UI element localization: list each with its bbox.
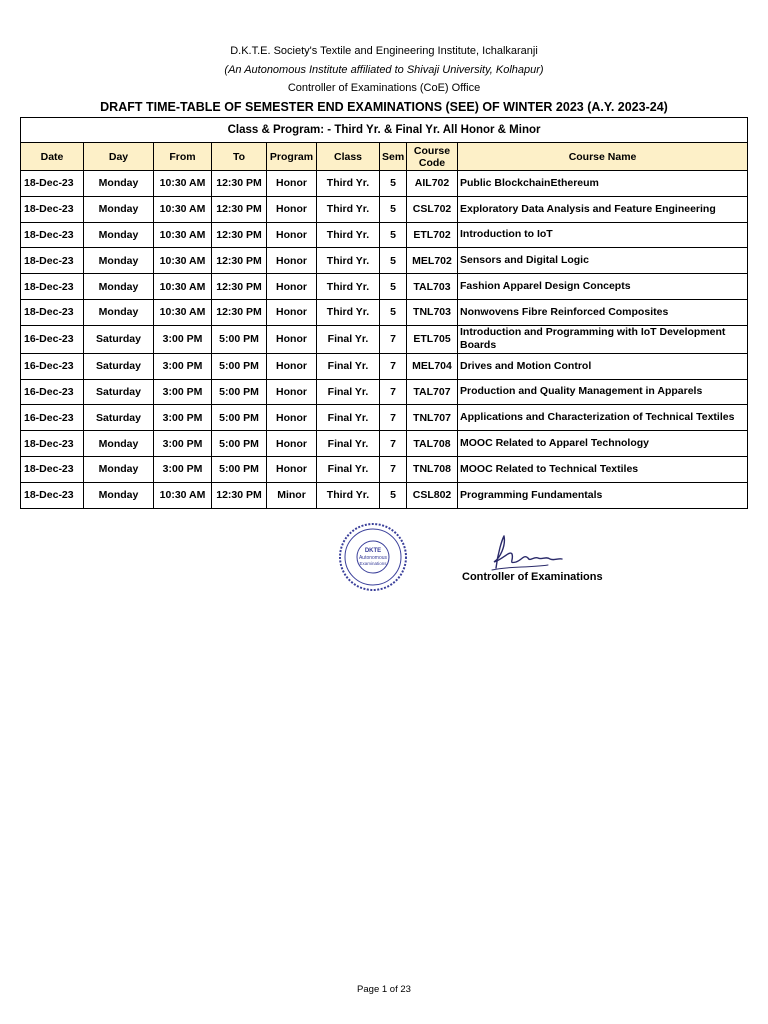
table-cell: 5:00 PM: [212, 325, 267, 353]
table-cell: 16-Dec-23: [21, 325, 84, 353]
table-cell: Introduction and Programming with IoT Development Boards: [458, 325, 748, 353]
table-row: [21, 379, 748, 405]
table-cell: Honor: [267, 248, 317, 274]
table-cell: Programming Fundamentals: [458, 482, 748, 508]
table-row: [21, 171, 748, 197]
table-row: [21, 353, 748, 379]
table-cell: 3:00 PM: [154, 456, 212, 482]
class-program-banner: Class & Program: - Third Yr. & Final Yr. All Honor & Minor: [21, 118, 748, 143]
table-cell: Third Yr.: [317, 299, 380, 325]
table-row: [21, 299, 748, 325]
table-cell: 18-Dec-23: [21, 456, 84, 482]
table-cell: 10:30 AM: [154, 196, 212, 222]
table-cell: Final Yr.: [317, 353, 380, 379]
table-cell: 5: [380, 171, 407, 197]
table-cell: Monday: [84, 196, 154, 222]
table-cell: 18-Dec-23: [21, 171, 84, 197]
table-cell: 7: [380, 353, 407, 379]
table-cell: Monday: [84, 274, 154, 300]
column-header: To: [212, 143, 267, 171]
table-row: [21, 431, 748, 457]
table-cell: 10:30 AM: [154, 482, 212, 508]
column-header: Date: [21, 143, 84, 171]
table-cell: Saturday: [84, 379, 154, 405]
table-row: [21, 405, 748, 431]
table-cell: 5: [380, 274, 407, 300]
table-cell: Minor: [267, 482, 317, 508]
table-cell: Nonwovens Fibre Reinforced Composites: [458, 299, 748, 325]
table-cell: 3:00 PM: [154, 325, 212, 353]
table-cell: Saturday: [84, 405, 154, 431]
table-cell: 12:30 PM: [212, 299, 267, 325]
institute-name: D.K.T.E. Society's Textile and Engineering Institute, Ichalkaranji: [230, 45, 538, 57]
table-cell: 12:30 PM: [212, 171, 267, 197]
table-cell: ETL705: [407, 325, 458, 353]
table-cell: 3:00 PM: [154, 379, 212, 405]
table-cell: Monday: [84, 482, 154, 508]
table-cell: MEL704: [407, 353, 458, 379]
table-cell: Honor: [267, 325, 317, 353]
table-cell: 18-Dec-23: [21, 274, 84, 300]
table-row: [21, 325, 748, 353]
table-cell: Exploratory Data Analysis and Feature Engineering: [458, 196, 748, 222]
table-cell: 18-Dec-23: [21, 482, 84, 508]
table-cell: 16-Dec-23: [21, 379, 84, 405]
table-cell: 12:30 PM: [212, 274, 267, 300]
table-cell: Third Yr.: [317, 274, 380, 300]
table-cell: 5:00 PM: [212, 379, 267, 405]
table-cell: AIL702: [407, 171, 458, 197]
table-cell: Honor: [267, 222, 317, 248]
affiliation-line: (An Autonomous Institute affiliated to Shivaji University, Kolhapur): [224, 64, 544, 76]
table-cell: TAL707: [407, 379, 458, 405]
table-row: [21, 456, 748, 482]
table-cell: Honor: [267, 171, 317, 197]
table-cell: MEL702: [407, 248, 458, 274]
table-cell: 7: [380, 379, 407, 405]
table-cell: 10:30 AM: [154, 274, 212, 300]
table-cell: 18-Dec-23: [21, 299, 84, 325]
table-cell: 12:30 PM: [212, 248, 267, 274]
table-cell: 7: [380, 431, 407, 457]
table-cell: 18-Dec-23: [21, 431, 84, 457]
column-header: Class: [317, 143, 380, 171]
table-cell: 7: [380, 405, 407, 431]
table-cell: 10:30 AM: [154, 299, 212, 325]
table-cell: Production and Quality Management in Apparels: [458, 379, 748, 405]
table-cell: Final Yr.: [317, 325, 380, 353]
table-cell: Honor: [267, 456, 317, 482]
table-cell: TAL708: [407, 431, 458, 457]
column-header: Course Code: [407, 143, 458, 171]
table-cell: CSL802: [407, 482, 458, 508]
table-cell: Introduction to IoT: [458, 222, 748, 248]
table-row: [21, 274, 748, 300]
page-number: Page 1 of 23: [357, 984, 411, 995]
table-cell: 5: [380, 196, 407, 222]
table-cell: ETL702: [407, 222, 458, 248]
table-cell: 5:00 PM: [212, 456, 267, 482]
table-cell: Third Yr.: [317, 482, 380, 508]
table-cell: 16-Dec-23: [21, 353, 84, 379]
table-cell: 10:30 AM: [154, 248, 212, 274]
table-cell: TNL708: [407, 456, 458, 482]
table-cell: 12:30 PM: [212, 196, 267, 222]
table-cell: 3:00 PM: [154, 405, 212, 431]
table-cell: Monday: [84, 222, 154, 248]
table-cell: Monday: [84, 248, 154, 274]
table-cell: Monday: [84, 456, 154, 482]
table-cell: 16-Dec-23: [21, 405, 84, 431]
table-cell: Honor: [267, 379, 317, 405]
table-cell: 18-Dec-23: [21, 196, 84, 222]
table-cell: 3:00 PM: [154, 353, 212, 379]
office-line: Controller of Examinations (CoE) Office: [287, 82, 481, 94]
table-cell: Third Yr.: [317, 171, 380, 197]
table-row: [21, 248, 748, 274]
table-cell: Honor: [267, 196, 317, 222]
column-header: From: [154, 143, 212, 171]
table-cell: Third Yr.: [317, 222, 380, 248]
column-header: Day: [84, 143, 154, 171]
table-cell: TNL703: [407, 299, 458, 325]
table-cell: 5:00 PM: [212, 405, 267, 431]
table-cell: 5:00 PM: [212, 431, 267, 457]
table-row: [21, 222, 748, 248]
table-cell: 5: [380, 248, 407, 274]
table-cell: 5:00 PM: [212, 353, 267, 379]
column-header: Sem: [380, 143, 407, 171]
table-cell: Honor: [267, 274, 317, 300]
table-cell: 10:30 AM: [154, 222, 212, 248]
table-cell: Monday: [84, 299, 154, 325]
column-header: Course Name: [458, 143, 748, 171]
table-cell: Public BlockchainEthereum: [458, 171, 748, 197]
table-cell: Fashion Apparel Design Concepts: [458, 274, 748, 300]
table-cell: Honor: [267, 353, 317, 379]
table-cell: Saturday: [84, 353, 154, 379]
table-cell: 7: [380, 456, 407, 482]
table-cell: MOOC Related to Apparel Technology: [458, 431, 748, 457]
table-cell: Drives and Motion Control: [458, 353, 748, 379]
table-cell: Honor: [267, 431, 317, 457]
table-cell: TAL703: [407, 274, 458, 300]
table-row: [21, 196, 748, 222]
table-cell: 12:30 PM: [212, 482, 267, 508]
table-cell: Final Yr.: [317, 456, 380, 482]
table-cell: Honor: [267, 299, 317, 325]
table-cell: TNL707: [407, 405, 458, 431]
table-cell: Monday: [84, 431, 154, 457]
table-cell: Third Yr.: [317, 196, 380, 222]
table-cell: 3:00 PM: [154, 431, 212, 457]
table-cell: Saturday: [84, 325, 154, 353]
table-cell: Honor: [267, 405, 317, 431]
table-cell: 5: [380, 482, 407, 508]
column-header: Program: [267, 143, 317, 171]
table-cell: 5: [380, 222, 407, 248]
table-cell: 7: [380, 325, 407, 353]
table-cell: Applications and Characterization of Technical Textiles: [458, 405, 748, 431]
table-cell: Monday: [84, 171, 154, 197]
table-cell: CSL702: [407, 196, 458, 222]
table-cell: Final Yr.: [317, 431, 380, 457]
signature: [488, 532, 566, 574]
table-row: [21, 482, 748, 508]
svg-text:DKTE: DKTE: [364, 548, 382, 554]
table-cell: 12:30 PM: [212, 222, 267, 248]
institute-seal: [338, 522, 408, 592]
table-cell: Third Yr.: [317, 248, 380, 274]
table-cell: Sensors and Digital Logic: [458, 248, 748, 274]
table-cell: 18-Dec-23: [21, 222, 84, 248]
signatory-title: Controller of Examinations: [462, 571, 603, 583]
svg-text:Autonomous: Autonomous: [358, 555, 388, 561]
table-cell: 18-Dec-23: [21, 248, 84, 274]
table-cell: 10:30 AM: [154, 171, 212, 197]
table-cell: MOOC Related to Technical Textiles: [458, 456, 748, 482]
timetable: [20, 117, 748, 509]
table-cell: Final Yr.: [317, 405, 380, 431]
table-cell: 5: [380, 299, 407, 325]
svg-text:Examinations: Examinations: [359, 561, 387, 566]
document-title: DRAFT TIME-TABLE OF SEMESTER END EXAMINATIONS (SEE) OF WINTER 2023 (A.Y. 2023-24): [100, 100, 668, 114]
table-cell: Final Yr.: [317, 379, 380, 405]
